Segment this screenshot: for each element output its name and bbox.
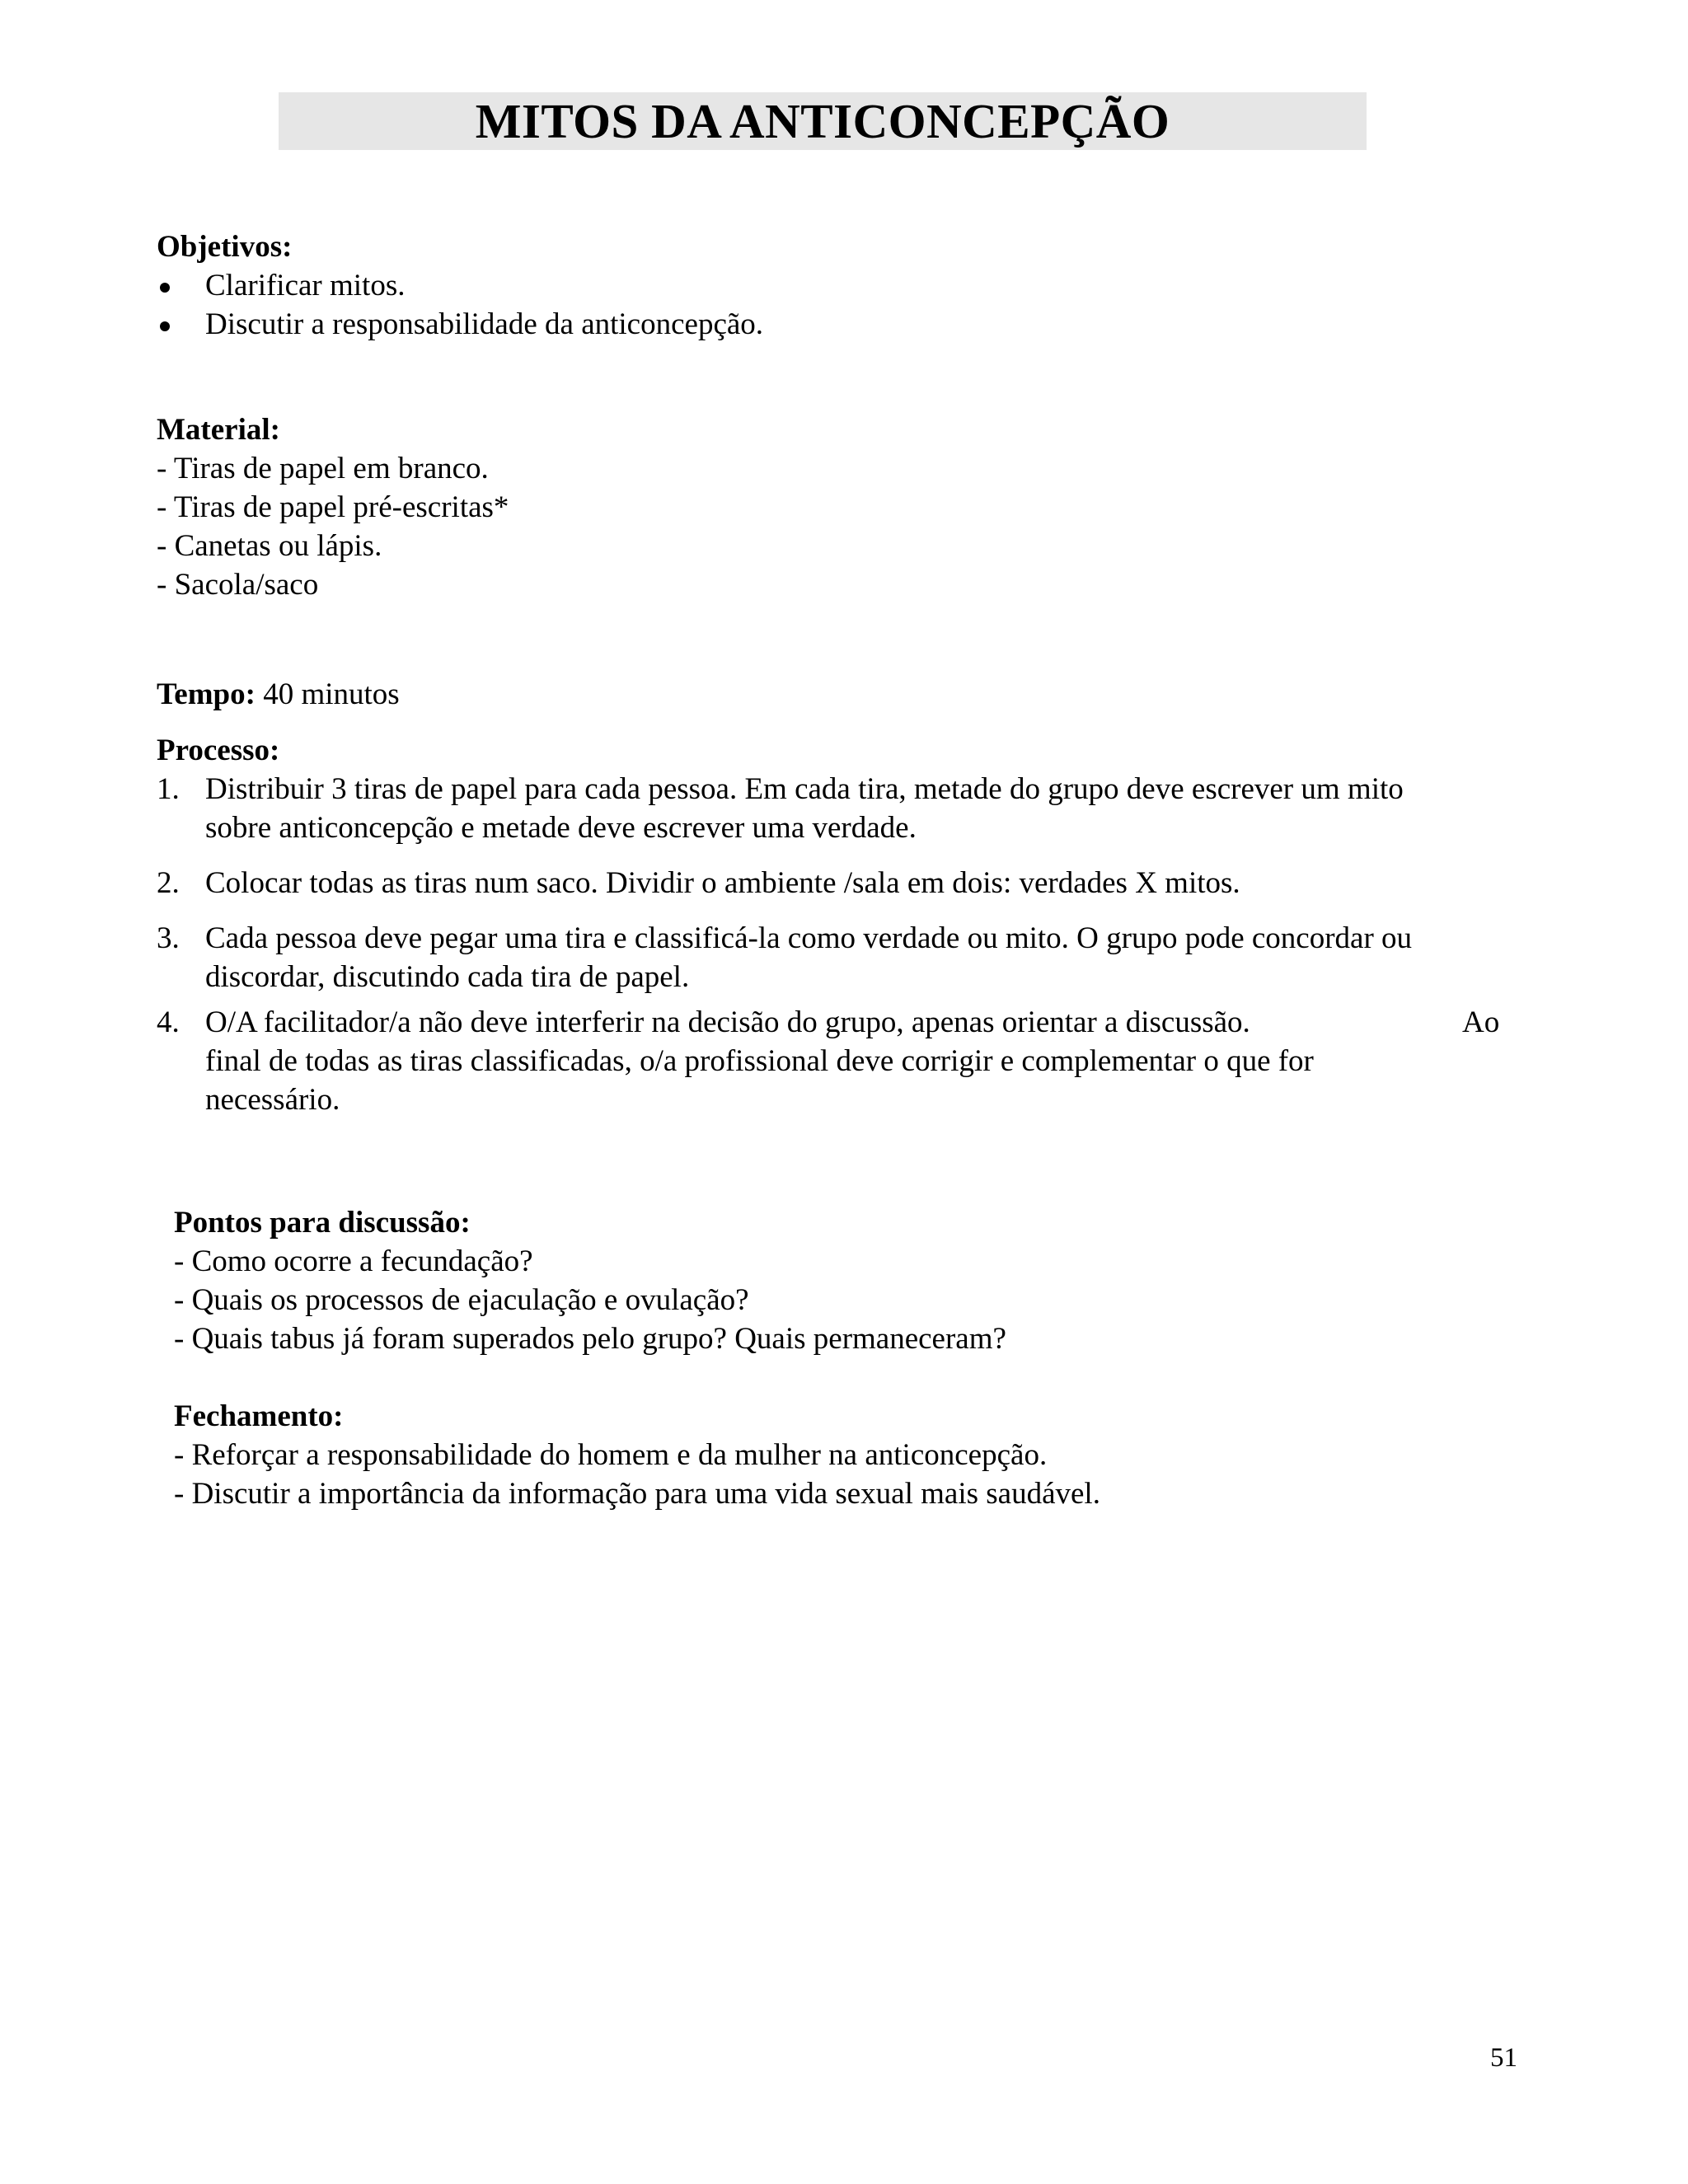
objetivos-list <box>157 266 1558 344</box>
processo-section <box>157 731 1558 1119</box>
processo-steps <box>157 770 1558 1119</box>
tempo-label: Tempo: <box>157 677 256 711</box>
step-number: 4. <box>157 1005 180 1039</box>
bullet-icon <box>160 283 170 293</box>
list-item: - Canetas ou lápis. <box>157 529 382 563</box>
process-step: 1. Distribuir 3 tiras de papel para cada pessoa. Em cada tira, metade do grupo deve escrever um mito sobre anticoncepção e metade deve escrever uma verdade. <box>157 770 1558 847</box>
list-item: - Discutir a importância da informação para uma vida sexual mais saudável. <box>174 1477 1100 1511</box>
list-item: - Reforçar a responsabilidade do homem e da mulher na anticoncepção. <box>174 1438 1048 1472</box>
page-title: MITOS DA ANTICONCEPÇÃO <box>475 93 1170 148</box>
list-item: Clarificar mitos. <box>157 266 1558 305</box>
tempo-line <box>157 675 1558 714</box>
objetivos-heading: Objetivos: <box>157 230 293 264</box>
page-number: 51 <box>1490 2043 1517 2073</box>
list-item: - Quais os processos de ejaculação e ovulação? <box>174 1283 749 1317</box>
material-section <box>157 410 1558 604</box>
process-step: 4. O/A facilitador/a não deve interferir na decisão do grupo, apenas orientar a discussão. Ao final de todas as tiras classificadas, o/a profissional deve corrigir e complementar o que for necessário. <box>157 1003 1558 1119</box>
fechamento-heading: Fechamento: <box>174 1399 344 1433</box>
step-number: 1. <box>157 772 180 806</box>
list-item: - Sacola/saco <box>157 568 319 602</box>
list-item: - Tiras de papel pré-escritas* <box>157 490 509 524</box>
tempo-section <box>157 675 1558 714</box>
step-number: 2. <box>157 866 180 900</box>
list-item: Discutir a responsabilidade da anticoncepção. <box>157 305 1558 344</box>
process-step: 2. Colocar todas as tiras num saco. Dividir o ambiente /sala em dois: verdades X mitos. <box>157 864 1558 902</box>
list-item: - Quais tabus já foram superados pelo grupo? Quais permaneceram? <box>174 1322 1006 1356</box>
pontos-heading: Pontos para discussão: <box>174 1206 471 1240</box>
list-item: - Como ocorre a fecundação? <box>174 1244 533 1278</box>
material-heading: Material: <box>157 413 280 447</box>
bullet-icon <box>160 321 170 331</box>
list-item: - Tiras de papel em branco. <box>157 452 489 485</box>
pontos-section <box>174 1203 1575 1358</box>
step-number: 3. <box>157 921 180 955</box>
objetivos-section <box>157 227 1558 344</box>
title-banner <box>279 92 1367 150</box>
tempo-value: 40 minutos <box>255 677 400 711</box>
processo-heading: Processo: <box>157 733 280 767</box>
process-step: 3. Cada pessoa deve pegar uma tira e classificá-la como verdade ou mito. O grupo pode concordar ou discordar, discutindo cada tira de papel. <box>157 919 1558 996</box>
fechamento-section <box>174 1397 1575 1513</box>
